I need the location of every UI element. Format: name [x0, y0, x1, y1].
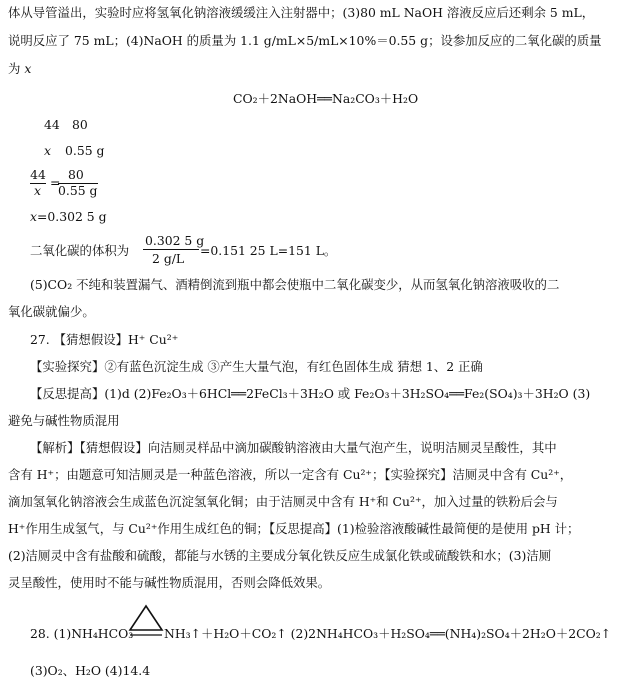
text-fragment: =0.151 25 L=151 L。: [200, 243, 337, 258]
variable-x: x: [30, 209, 37, 224]
chemical-equation: CO₂＋2NaOH══Na₂CO₃＋H₂O: [233, 91, 419, 106]
fraction-numerator: 0.302 5 g: [145, 233, 205, 248]
triangle-heat-icon: [128, 604, 164, 640]
text-fragment: 为: [8, 61, 21, 76]
question-28: 28. (1)NH₄HCO₃: [30, 626, 134, 641]
fraction-denominator: x: [34, 183, 41, 198]
text-line: 体从导管溢出，实验时应将氢氧化钠溶液缓缓注入注射器中；(3)80 mL NaOH 溶液反应后还剩余 5 mL，: [8, 5, 595, 20]
text-line: (3)O₂、H₂O (4)14.4: [30, 663, 151, 678]
analysis-line: 滴加氢氧化钠溶液会生成蓝色沉淀氢氧化铜；由于洁厕灵中含有 H⁺和 Cu²⁺，加入过量的铁粉后会与: [8, 494, 558, 509]
analysis-line: (2)洁厕灵中含有盐酸和硫酸，都能与水锈的主要成分氧化铁反应生成氯化铁或硫酸铁和水；(3)洁厕: [8, 548, 552, 563]
fraction-denominator: 2 g/L: [152, 251, 185, 266]
variable-x: x: [24, 61, 32, 76]
equals-sign: =: [50, 175, 61, 190]
text-line: 避免与碱性物质混用: [8, 413, 120, 428]
text-fragment: 二氧化碳的体积为: [30, 243, 130, 258]
analysis-line: H⁺作用生成氢气，与 Cu²⁺作用生成红色的铜；【反思提高】(1)检验溶液酸碱性最简便的是使用 pH 计；: [8, 521, 580, 536]
mass-value: x: [44, 143, 51, 158]
text-line: (5)CO₂ 不纯和装置漏气、酒精倒流到瓶中都会使瓶中二氧化碳变少，从而氢氧化钠溶液吸收的二: [30, 277, 560, 292]
text-line: NH₃↑＋H₂O＋CO₂↑ (2)2NH₄HCO₃＋H₂SO₄══(NH₄)₂SO₄＋2H₂O＋2CO₂↑: [164, 626, 612, 641]
analysis-line: 含有 H⁺；由题意可知洁厕灵是一种蓝色溶液，所以一定含有 Cu²⁺；【实验探究】洁厕灵中含有 Cu²⁺，: [8, 467, 573, 482]
mass-value: 44: [44, 117, 60, 132]
analysis-line: 灵呈酸性，使用时不能与碱性物质混用，否则会降低效果。: [8, 575, 331, 590]
mass-value: 80: [72, 117, 88, 132]
result-value: =0.302 5 g: [37, 209, 107, 224]
text-line: 氧化碳就偏少。: [8, 304, 95, 319]
mass-value: 0.55 g: [65, 143, 105, 158]
result-line: [30, 208, 107, 226]
question-27: 27. 【猜想假设】H⁺ Cu²⁺: [30, 332, 179, 347]
text-line: [8, 60, 31, 78]
text-line: 说明反应了 75 mL；(4)NaOH 的质量为 1.1 g/mL×5/mL×10%＝0.55 g；设参加反应的二氧化碳的质量: [8, 33, 602, 48]
fraction-denominator: 0.55 g: [58, 183, 98, 198]
text-line: 【实验探究】②有蓝色沉淀生成 ③产生大量气泡，有红色固体生成 猜想 1、2 正确: [30, 359, 483, 374]
fraction-numerator: 44: [30, 167, 46, 182]
fraction-numerator: 80: [68, 167, 84, 182]
text-line: 【反思提高】(1)d (2)Fe₂O₃＋6HCl══2FeCl₃＋3H₂O 或 Fe₂O₃＋3H₂SO₄══Fe₂(SO₄)₃＋3H₂O (3): [30, 386, 591, 401]
analysis-line: 【解析】【猜想假设】向洁厕灵样品中滴加碳酸钠溶液由大量气泡产生，说明洁厕灵呈酸性，其中: [30, 440, 557, 455]
